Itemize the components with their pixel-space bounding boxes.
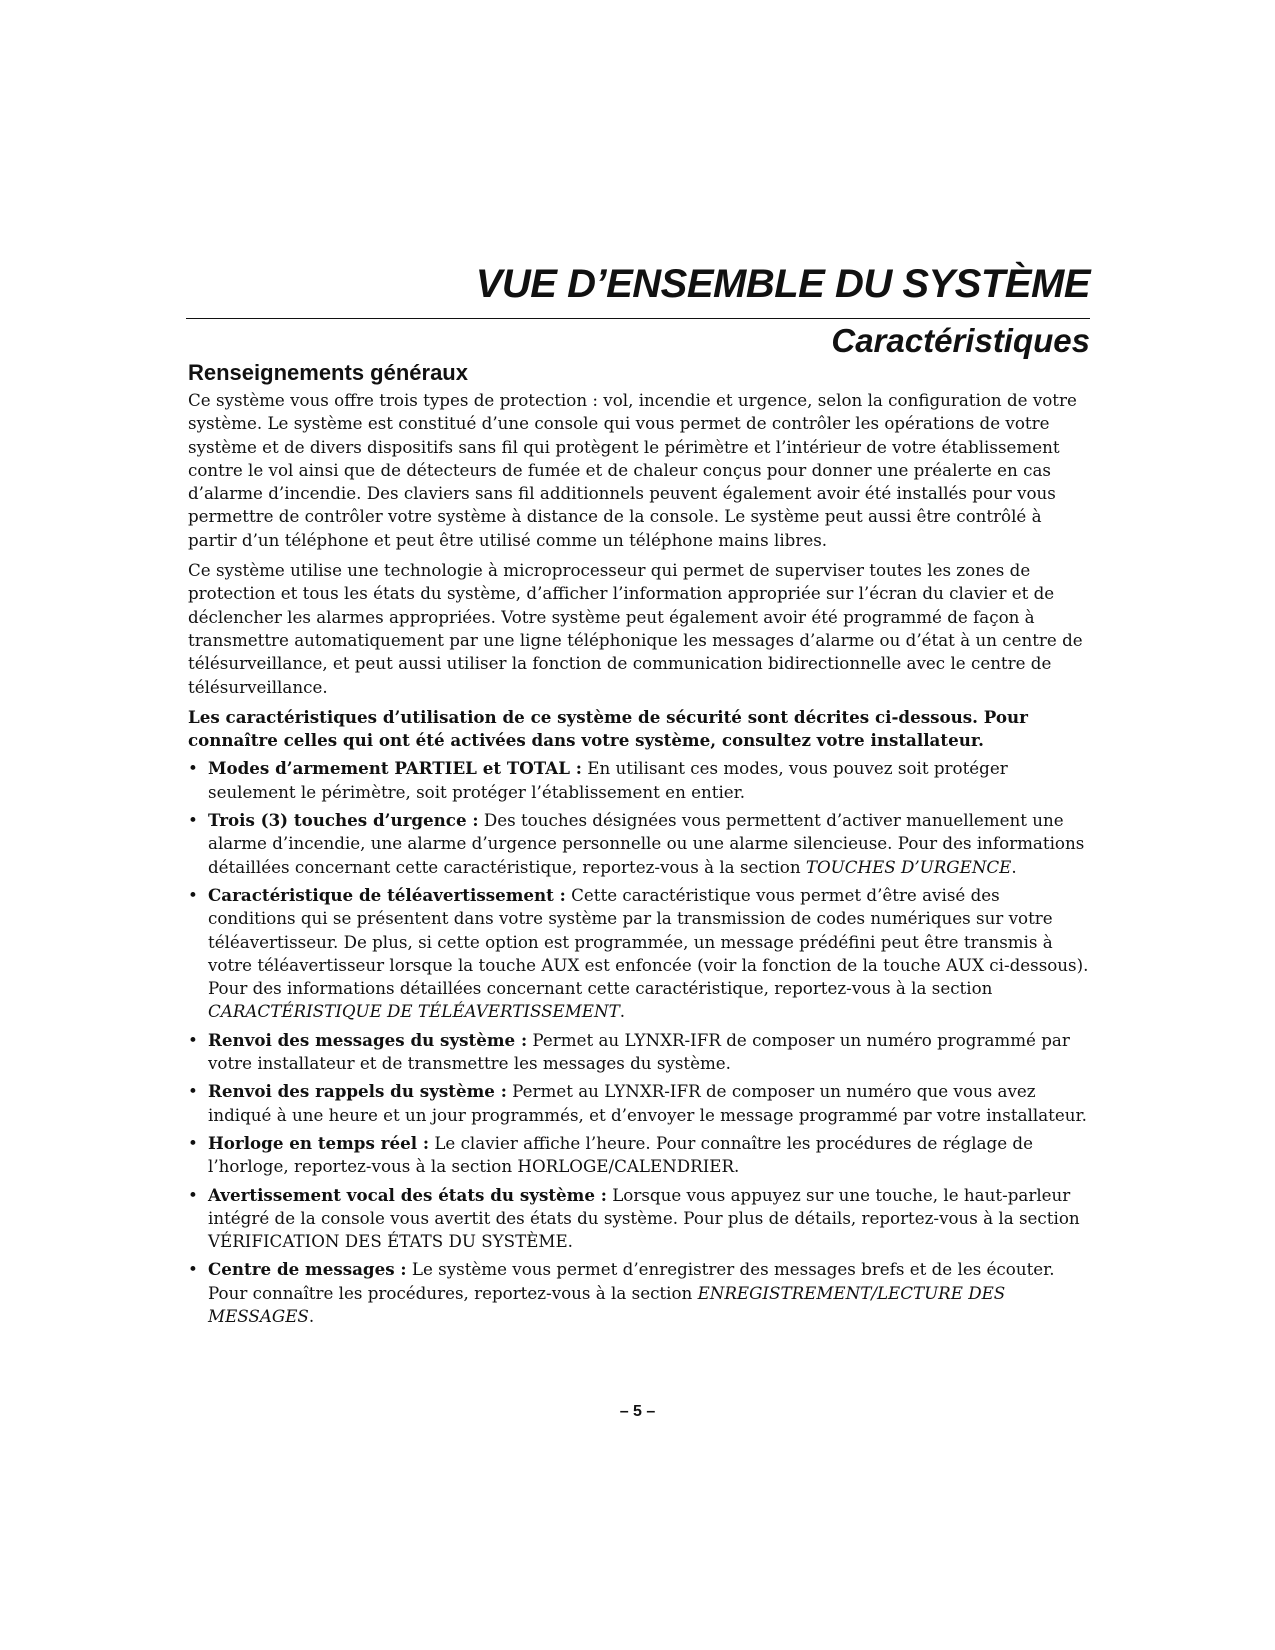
feature-description: Permet au LYNXR-IFR de composer un numéro programmé par votre installateur et de transmettre les messages du système. [208,1029,1070,1074]
feature-item [188,884,1092,1024]
feature-item [188,1258,1092,1328]
section-title: Caractéristiques [831,322,1090,359]
features-intro: Les caractéristiques d’utilisation de ce système de sécurité sont décrites ci-dessous. Pour connaître celles qui ont été activées dans votre système, consultez votre installateur. [188,706,1028,751]
feature-item [188,1132,1092,1179]
feature-tail: . [619,1001,626,1022]
feature-term: Caractéristique de téléavertissement : [208,884,566,905]
page-body [188,358,1092,1333]
bullet-icon: • [188,810,198,831]
feature-term: Modes d’armement PARTIEL et TOTAL : [208,758,582,779]
feature-term: Renvoi des messages du système : [208,1029,528,1050]
page-number: – 5 – [619,1403,656,1420]
feature-tail: . [308,1305,315,1326]
feature-list [188,757,1092,1328]
feature-description: Le clavier affiche l’heure. Pour connaître les procédures de réglage de l’horloge, reportez-vous à la section HORLOGE/CALENDRIER. [208,1132,1033,1177]
title-divider [186,318,1090,319]
feature-term: Renvoi des rappels du système : [208,1081,507,1102]
section-reference: ENREGISTREMENT/LECTURE DES MESSAGES [208,1282,1006,1326]
feature-term: Centre de messages : [208,1259,407,1280]
bullet-icon: • [188,1184,198,1205]
bullet-icon: • [188,758,198,779]
bullet-icon: • [188,1081,198,1102]
intro-paragraph: Ce système vous offre trois types de protection : vol, incendie et urgence, selon la configuration de votre système. Le système est constitué d’une console qui vous permet de contrôler les opérations de votre système et de divers dispositifs sans fil qui protègent le périmètre et l’intérieur de votre établissement contre le vol ainsi que de détecteurs de fumée et de chaleur conçus pour donner une préalerte en cas d’alarme d’incendie. Des claviers sans fil additionnels peuvent également avoir été installés pour vous permettre de contrôler votre système à distance de la console. Le système peut aussi être contrôlé à partir d’un téléphone et peut être utilisé comme un téléphone mains libres. [188,390,1077,550]
bullet-icon: • [188,1132,198,1153]
section-reference: TOUCHES D’URGENCE [805,856,1012,877]
feature-tail: . [1011,856,1017,877]
bullet-icon: • [188,1259,198,1280]
feature-item [188,1080,1092,1127]
feature-description: Cette caractéristique vous permet d’être avisé des conditions qui se présentent dans votre système par la transmission de codes numériques sur votre téléavertisseur. De plus, si cette option est programmée, un message prédéfini peut être transmis à votre téléavertisseur lorsque la touche AUX est enfoncée (voir la fonction de la touche AUX ci-dessous). Pour des informations détaillées concernant cette caractéristique, reportez-vous à la section [208,884,1089,999]
feature-item [188,1184,1092,1254]
feature-term: Trois (3) touches d’urgence : [208,810,479,831]
feature-item [188,1029,1092,1076]
feature-item [188,809,1092,879]
bullet-icon: • [188,1029,198,1050]
feature-description: Des touches désignées vous permettent d’activer manuellement une alarme d’incendie, une alarme d’urgence personnelle ou une alarme silencieuse. Pour des informations détaillées concernant cette caractéristique, reportez-vous à la section [208,810,1085,877]
bullet-icon: • [188,884,198,905]
feature-item [188,757,1092,804]
feature-description: En utilisant ces modes, vous pouvez soit protéger seulement le périmètre, soit protéger l’établissement en entier. [208,758,1008,802]
feature-term: Avertissement vocal des états du système : [208,1184,607,1205]
feature-description: Lorsque vous appuyez sur une touche, le haut-parleur intégré de la console vous avertit des états du système. Pour plus de détails, reportez-vous à la section VÉRIFICATION DES ÉTATS DU SYSTÈME. [208,1184,1080,1252]
section-reference: CARACTÉRISTIQUE DE TÉLÉAVERTISSEMENT [208,1001,620,1022]
feature-description: Le système vous permet d’enregistrer des messages brefs et de les écouter. Pour connaître les procédures, reportez-vous à la section [208,1259,1055,1303]
general-info-heading: Renseignements généraux [188,360,468,385]
chapter-title: VUE D’ENSEMBLE DU SYSTÈME [475,262,1090,306]
feature-description: Permet au LYNXR-IFR de composer un numéro que vous avez indiqué à une heure et un jour programmés, et d’envoyer le message programmé par votre installateur. [208,1081,1087,1125]
technology-paragraph: Ce système utilise une technologie à microprocesseur qui permet de superviser toutes les zones de protection et tous les états du système, d’afficher l’information appropriée sur l’écran du clavier et de déclencher les alarmes appropriées. Votre système peut également avoir été programmé de façon à transmettre automatiquement par une ligne téléphonique les messages d’alarme ou d’état à un centre de télésurveillance, et peut aussi utiliser la fonction de communication bidirectionnelle avec le centre de télésurveillance. [188,560,1083,697]
feature-term: Horloge en temps réel : [208,1132,430,1153]
